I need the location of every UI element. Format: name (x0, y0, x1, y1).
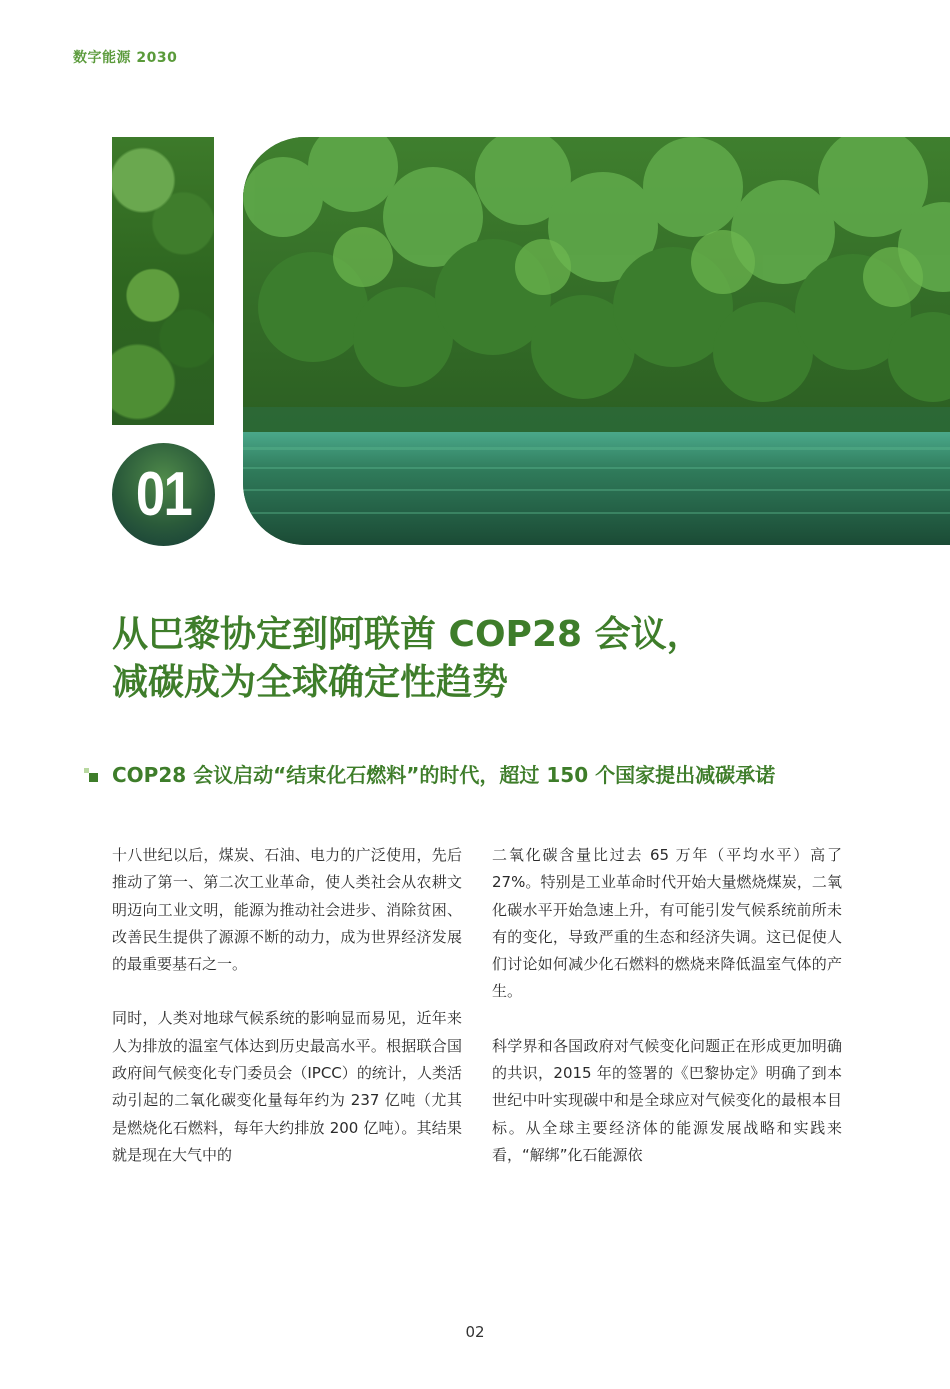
body-column-left (112, 842, 462, 1196)
page-title-line-1: 从巴黎协定到阿联酋 COP28 会议， (112, 614, 703, 655)
chapter-number-badge (112, 443, 215, 546)
page-title-line-2: 减碳成为全球确定性趋势 (112, 662, 509, 703)
paragraph: 同时，人类对地球气候系统的影响显而易见，近年来人为排放的温室气体达到历史最高水平。根据联合国政府间气候变化专门委员会（IPCC）的统计，人类活动引起的二氧化碳变化量每年约为 237 亿吨（尤其是燃烧化石燃料，每年大约排放 200 亿吨）。其结果就是现在大气中的 (112, 1009, 462, 1164)
section-bullet-icon (84, 768, 98, 782)
paragraph: 十八世纪以后，煤炭、石油、电力的广泛使用，先后推动了第一、第二次工业革命，使人类社会从农耕文明迈向工业文明，能源为推动社会进步、消除贫困、改善民生提供了源源不断的动力，成为世界经济发展的最重要基石之一。 (112, 846, 462, 974)
document-header-title: 数字能源 2030 (73, 50, 178, 66)
page-number: 02 (465, 1323, 485, 1341)
page-title (112, 611, 872, 707)
forest-strip-image (112, 137, 214, 425)
body-column-right (492, 842, 842, 1196)
chapter-number: 01 (135, 460, 192, 529)
paragraph: 科学界和各国政府对气候变化问题正在形成更加明确的共识，2015 年的签署的《巴黎协定》明确了到本世纪中叶实现碳中和是全球应对气候变化的最根本目标。从全球主要经济体的能源发展战略和实践来看，“解绑”化石能源依 (492, 1036, 842, 1164)
section-heading: COP28 会议启动“结束化石燃料”的时代，超过 150 个国家提出减碳承诺 (112, 763, 776, 787)
paragraph: 二氧化碳含量比过去 65 万年（平均水平）高了 27%。特别是工业革命时代开始大量燃烧煤炭，二氧化碳水平开始急速上升，有可能引发气候系统前所未有的变化，导致严重的生态和经济失调。这已促使人们讨论如何减少化石燃料的燃烧来降低温室气体的产生。 (492, 846, 842, 1001)
hero-forest-lake-image (243, 137, 950, 545)
